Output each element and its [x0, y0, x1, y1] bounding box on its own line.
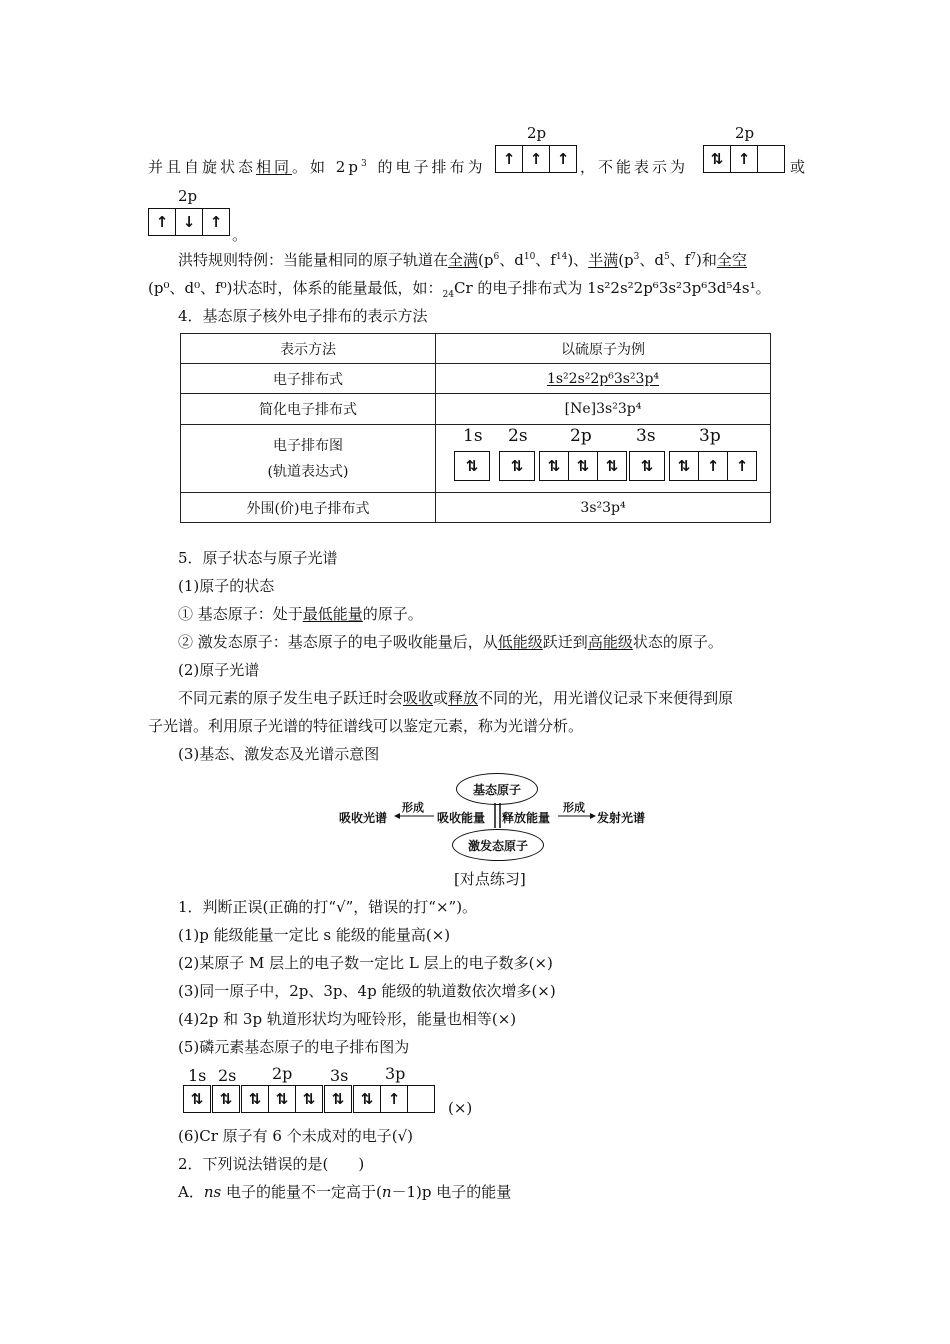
text: 的原子。: [362, 605, 423, 623]
text: ② 激发态原子：基态原子的电子吸收能量后，从: [178, 633, 498, 651]
question-item: (4)2p 和 3p 轨道形状均为哑铃形，能量也相等(×): [178, 1010, 517, 1028]
question: 1．判断正误(正确的打“√”，错误的打“×”)。: [178, 898, 478, 916]
text: 洪特规则特例：当能量相同的原子轨道在: [178, 251, 449, 269]
absorption-spectrum-label: 吸收光谱: [339, 811, 388, 825]
orbital-box-correct: [495, 145, 577, 173]
text-line: [178, 632, 723, 652]
text: (p: [618, 251, 634, 269]
arrow-up-icon: ↑: [699, 452, 728, 480]
arrow-up-icon: ↑: [523, 146, 550, 172]
practice-header: [对点练习]: [454, 870, 526, 888]
text: (p⁰、d⁰、f⁰)状态时，体系的能量最低，如：: [148, 279, 443, 297]
p-orbital-box-3p: [353, 1085, 435, 1113]
underlined-term: 低能级: [497, 633, 543, 651]
arrowhead: [590, 813, 596, 819]
representation-table: [180, 333, 771, 523]
superscript: 6: [493, 252, 500, 262]
text: ① 基态原子：处于: [178, 605, 303, 623]
arrow-up-icon: ↑: [209, 213, 223, 231]
text-line: [178, 604, 423, 624]
ground-state-ellipse: 基态原子: [456, 773, 538, 805]
orbital-label: 1s: [463, 425, 483, 446]
text: 状态的原子。: [632, 633, 723, 651]
emission-spectrum-label: 发射光谱: [597, 811, 646, 825]
intro-line: [148, 157, 485, 177]
text-line: [178, 688, 733, 708]
superscript: 7: [690, 252, 697, 262]
orbital-box-1s: [454, 451, 490, 481]
diagram-arrows: [330, 770, 660, 865]
table-row: [181, 493, 771, 523]
form-label: 形成: [402, 801, 424, 814]
text: 跃迁到: [542, 633, 588, 651]
text: (3)基态、激发态及光谱示意图: [178, 745, 380, 763]
orbital-label: 2p: [570, 425, 592, 446]
arrow-updown-icon: ⇅: [354, 1086, 381, 1112]
sulfur-orbital-diagram: [436, 427, 770, 491]
table-header: 表示方法: [181, 334, 436, 364]
underlined-term: 最低能量: [302, 605, 363, 623]
text: 或: [790, 158, 806, 176]
release-energy-label: 释放能量: [502, 811, 551, 825]
option-a: [178, 1182, 511, 1202]
italic-var: ns: [203, 1183, 222, 1201]
text: A．: [178, 1183, 204, 1201]
arrow-updown-icon: ⇅: [219, 1090, 233, 1108]
table-cell: 外围(价)电子排布式: [181, 493, 436, 523]
orbital-label: 2s: [218, 1066, 237, 1085]
arrow-updown-icon: ⇅: [302, 1090, 316, 1108]
table-cell: 电子排布式: [181, 364, 436, 394]
superscript: 3: [633, 252, 640, 262]
table-cell: [181, 425, 436, 493]
arrow-updown-icon: ⇅: [540, 452, 569, 480]
orbital-label-2p: 2p: [735, 124, 755, 142]
arrow-updown-icon: ⇅: [510, 456, 524, 475]
orbital-label-2p: 2p: [178, 187, 198, 205]
empty-orbital: [408, 1086, 434, 1112]
arrow-up-icon: ↑: [149, 209, 176, 235]
question-item: (6)Cr 原子有 6 个未成对的电子(√): [178, 1127, 414, 1145]
table-cell-orbital-diagram: [436, 425, 771, 493]
text: )、: [567, 251, 589, 269]
arrowhead: [394, 813, 400, 819]
p-orbital-box-2s: [212, 1085, 240, 1113]
p-orbital-box-3s: [324, 1085, 352, 1113]
table-cell: [436, 364, 771, 394]
orbital-box-wrong: [703, 145, 785, 173]
text: 。如 2p: [292, 158, 361, 176]
text: 子光谱。利用原子光谱的特征谱线可以鉴定元素，称为光谱分析。: [148, 717, 584, 735]
table-cell: 3s²3p⁴: [436, 493, 771, 523]
text: 、d: [499, 251, 524, 269]
text: 、f: [669, 251, 691, 269]
table-row: [181, 425, 771, 493]
question-item: (2)某原子 M 层上的电子数一定比 L 层上的电子数多(×): [178, 954, 553, 972]
arrow-updown-icon: ⇅: [190, 1090, 204, 1108]
table-row: [181, 364, 771, 394]
section-title: 4．基态原子核外电子排布的表示方法: [178, 307, 428, 325]
orbital-label: 2s: [508, 425, 528, 446]
text: (p: [478, 251, 494, 269]
superscript: 14: [555, 252, 568, 262]
arrow-updown-icon: ⇅: [269, 1086, 296, 1112]
orbital-label: 1s: [188, 1066, 207, 1085]
section-title: 5．原子状态与原子光谱: [178, 549, 338, 567]
text: )和: [696, 251, 717, 269]
question: 2．下列说法错误的是( ): [178, 1155, 365, 1173]
arrow-down-icon: ↓: [176, 209, 203, 235]
question-item: (1)p 能级能量一定比 s 能级的能量高(×): [178, 926, 451, 944]
arrow-up-icon: ↑: [731, 146, 758, 172]
orbital-box-3p: [669, 451, 757, 481]
underlined-term: 半满: [588, 251, 619, 269]
answer-mark: (×): [448, 1099, 473, 1117]
arrow-updown-icon: ⇅: [670, 452, 699, 480]
p-orbital-box-1s: [183, 1085, 211, 1113]
table-cell: 简化电子排布式: [181, 394, 436, 425]
arrow-up-icon: ↑: [556, 150, 570, 168]
orbital-label: 3s: [636, 425, 656, 446]
hund-line-2: [148, 278, 771, 298]
hund-line-1: [178, 250, 747, 270]
arrow-up-icon: ↑: [496, 146, 523, 172]
superscript: 3: [360, 159, 370, 169]
arrow-updown-icon: ⇅: [465, 456, 479, 475]
table-header: 以硫原子为例: [436, 334, 771, 364]
text: 的电子排布为: [369, 158, 486, 176]
absorb-energy-label: 吸收能量: [437, 811, 486, 825]
excited-state-ellipse: 激发态原子: [452, 829, 544, 861]
orbital-label: 3p: [385, 1064, 406, 1083]
orbital-label-2p: 2p: [527, 124, 547, 142]
text: 。: [232, 226, 248, 244]
underlined-term: 释放: [448, 689, 479, 707]
table-row: [181, 394, 771, 425]
arrow-updown-icon: ⇅: [605, 456, 619, 475]
orbital-box-wrong: [148, 208, 230, 236]
form-label: 形成: [563, 801, 585, 814]
question-item: (3)同一原子中，2p、3p、4p 能级的轨道数依次增多(×): [178, 982, 556, 1000]
text: (1)原子的状态: [178, 577, 275, 595]
table-cell: [Ne]3s²3p⁴: [436, 394, 771, 425]
empty-orbital: [758, 146, 784, 172]
text: 或: [433, 689, 449, 707]
underlined-term: 全满: [448, 251, 479, 269]
arrow-updown-icon: ⇅: [640, 456, 654, 475]
orbital-label: 2p: [272, 1064, 293, 1083]
orbital-box-3s: [629, 451, 665, 481]
text: 不同的光，用光谱仪记录下来便得到原: [478, 689, 734, 707]
arrow-updown-icon: ⇅: [242, 1086, 269, 1112]
italic-var: n: [381, 1183, 392, 1201]
arrow-updown-icon: ⇅: [704, 146, 731, 172]
orbital-box-2s: [499, 451, 535, 481]
text: (轨道表达式): [267, 463, 349, 480]
p-orbital-box-2p: [241, 1085, 323, 1113]
underlined-term: 吸收: [403, 689, 434, 707]
text: (2)原子光谱: [178, 661, 260, 679]
text: Cr 的电子排布式为 1s²2s²2p⁶3s²3p⁶3d⁵4s¹。: [453, 279, 771, 297]
text: 、f: [535, 251, 556, 269]
question-item: (5)磷元素基态原子的电子排布图为: [178, 1038, 410, 1056]
underlined-term: 相同: [256, 158, 293, 176]
arrow-updown-icon: ⇅: [331, 1090, 345, 1108]
text: 并且自旋状态: [148, 158, 257, 176]
underlined-term: 1s²2s²2p⁶3s²3p⁴: [546, 370, 660, 387]
text: 不同元素的原子发生电子跃迁时会: [178, 689, 404, 707]
arrow-updown-icon: ⇅: [569, 452, 598, 480]
orbital-box-2p: [539, 451, 627, 481]
subscript: 24: [442, 290, 454, 300]
orbital-label: 3s: [330, 1066, 349, 1085]
underlined-term: 全空: [716, 251, 747, 269]
text: －1)p 电子的能量: [391, 1183, 512, 1201]
text: 电子排布图: [273, 437, 343, 454]
underlined-term: 高能级: [587, 633, 633, 651]
text: ，不能表示为: [580, 158, 689, 176]
table-row: [181, 334, 771, 364]
arrow-up-icon: ↑: [381, 1086, 408, 1112]
orbital-label: 3p: [699, 425, 721, 446]
superscript: 10: [523, 252, 536, 262]
text: 、d: [639, 251, 664, 269]
arrow-up-icon: ↑: [735, 456, 749, 475]
text: 电子的能量不一定高于(: [221, 1183, 382, 1201]
superscript: 5: [664, 252, 670, 262]
